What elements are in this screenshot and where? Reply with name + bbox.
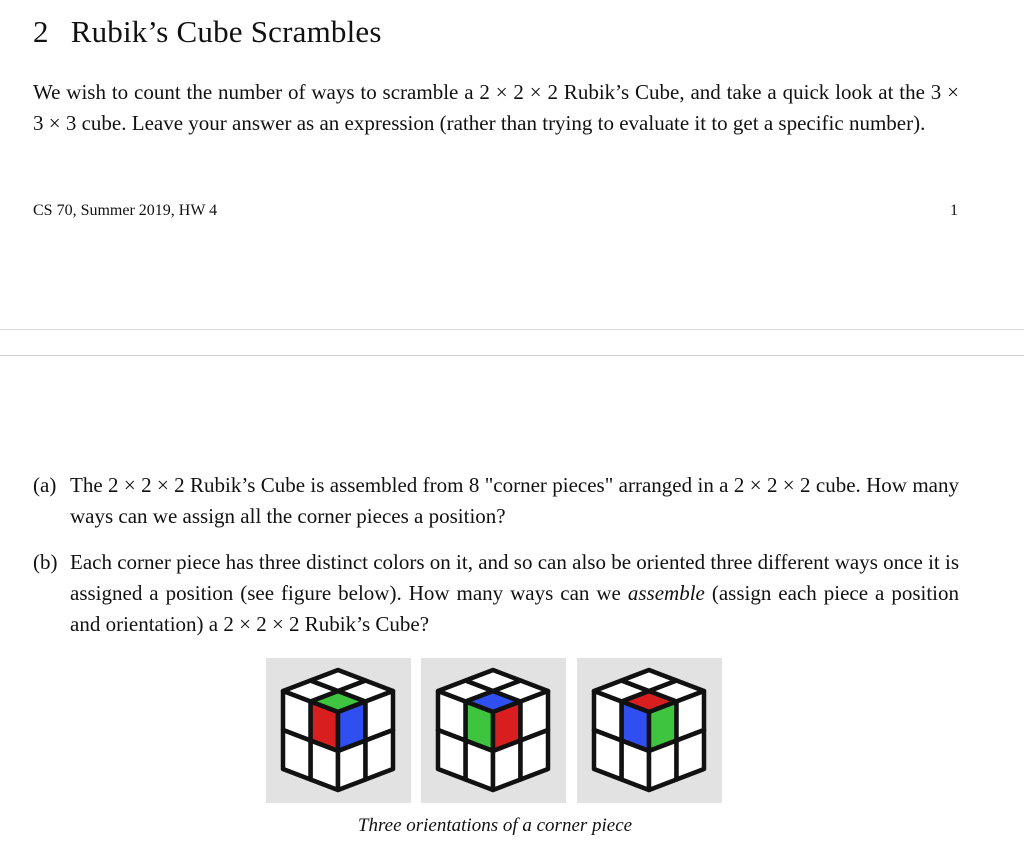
part-a-label: (a) [33, 473, 57, 497]
sticker-right [649, 741, 677, 791]
page-divider [0, 329, 1024, 330]
emphasis-assemble: assemble [627, 581, 705, 605]
sticker-left [283, 730, 311, 780]
cube-faces [438, 670, 548, 790]
cube-faces [594, 670, 704, 790]
footer-page-number: 1 [950, 202, 958, 219]
section-title-text: Rubik’s Cube Scrambles [70, 14, 382, 49]
part-b-label: (b) [33, 550, 58, 574]
sticker-right [338, 741, 366, 791]
sticker-right [521, 730, 549, 780]
sticker-left [311, 741, 339, 791]
cube-drawing [266, 658, 411, 803]
section-title [33, 14, 382, 50]
part-b-text: Each corner piece has three distinct colors on it, and so can also be oriented three different ways once it is assigned a position (see figure below). How many ways can we assemble (assign each piece a position and orientation) a 2 × 2 × 2 Rubik’s Cube? [70, 550, 959, 636]
cube-image-3 [577, 658, 722, 803]
sticker-right [677, 730, 705, 780]
intro-paragraph: We wish to count the number of ways to scramble a 2 × 2 × 2 Rubik’s Cube, and take a quick look at the 3 × 3 × 3 cube. Leave your answer as an expression (rather than trying to evaluate it to get a specific number). [33, 80, 959, 135]
page-divider [0, 355, 1024, 356]
sticker-right [366, 730, 394, 780]
section-number: 2 [33, 14, 49, 49]
cube-drawing [421, 658, 566, 803]
part-b [33, 547, 959, 640]
cube-drawing [577, 658, 722, 803]
sticker-right [493, 741, 521, 791]
sticker-left [594, 730, 622, 780]
sticker-left [438, 730, 466, 780]
cube-faces [283, 670, 393, 790]
part-a [33, 470, 959, 532]
footer-course: CS 70, Summer 2019, HW 4 [33, 202, 218, 219]
part-a-text: The 2 × 2 × 2 Rubik’s Cube is assembled from 8 "corner pieces" arranged in a 2 × 2 × 2 cube. How many ways can we assign all the corner pieces a position? [70, 473, 959, 528]
cube-image-2 [421, 658, 566, 803]
figure-caption: Three orientations of a corner piece [357, 815, 633, 836]
sticker-left [622, 741, 650, 791]
sticker-left [466, 741, 494, 791]
cube-image-1 [266, 658, 411, 803]
